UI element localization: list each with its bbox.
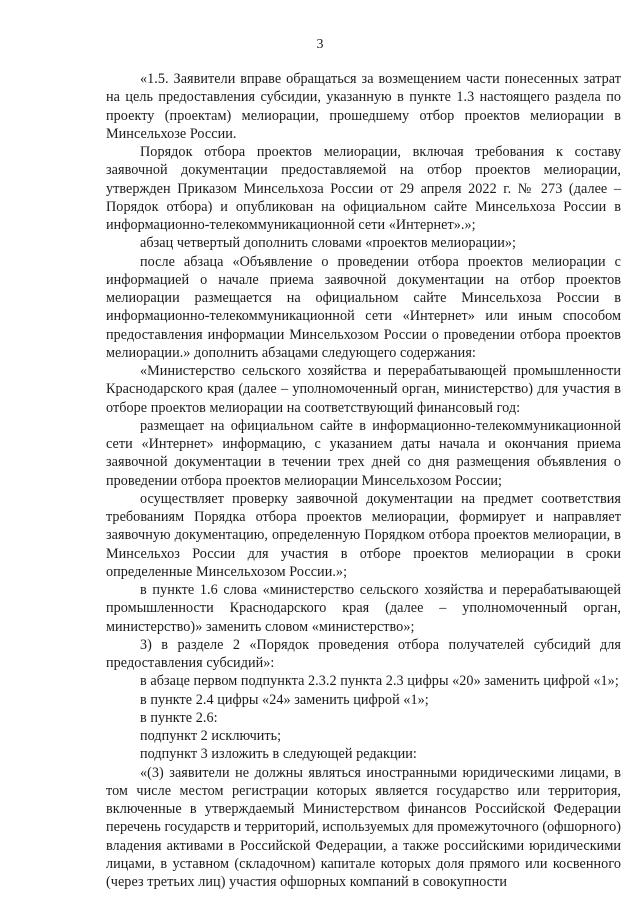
paragraph-selection-procedure: Порядок отбора проектов мелиорации, включая требования к составу заявочной документации предоставляемой на отбор проектов мелиорации, утвержден Приказом Минсельхоза России от 29 апреля 2022 г. № 273 (далее – Порядок отбора) и опубликован на официальном сайте Минсельхоза России в информационно-телекоммуникационной сети «Интернет».»; <box>106 144 621 233</box>
paragraph-section-2: 3) в разделе 2 «Порядок проведения отбора получателей субсидий для предоставления субсидий»: <box>106 636 621 671</box>
paragraph-after-announcement: после абзаца «Объявление о проведении отбора проектов мелиорации с информацией о начале приема заявочной документации на отбор проектов мелиорации размещается на официальном сайте Минсельхоза России в информационно-телекоммуникационной сети «Интернет» или иным способом предоставления информации Минсельхозом России о проведении отбора проектов мелиорации.» дополнить абзацами следующего содержания: <box>106 253 621 361</box>
paragraph-subclause-3-text: «(3) заявители не должны являться иностранными юридическими лицами, в том числе местом регистрации которых является государство или территория, включенные в утверждаемый Министерством финансов Российской Федерации перечень государств и территорий, используемых для промежуточного (офшорного) владения активами в Российской Федерации, а также российскими юридическими лицами, в уставном (складочном) капитале которых доля прямого или косвенного (через третьих лиц) участия офшорных компаний в совокупности <box>106 764 621 890</box>
paragraph-clause-1-6: в пункте 1.6 слова «министерство сельского хозяйства и перерабатывающей промышленности Краснодарского края (далее – уполномоченный орган, министерство)» заменить словом «министерство»; <box>106 582 621 635</box>
document-body <box>106 70 621 891</box>
paragraph-1-5: «1.5. Заявители вправе обращаться за возмещением части понесенных затрат на цель предоставления субсидии, указанную в пункте 1.3 настоящего раздела по проекту (проектам) мелиорации, прошедшему отбор проектов мелиорации в Минсельхозе России. <box>106 71 621 142</box>
paragraph-verifies: осуществляет проверку заявочной документации на предмет соответствия требованиям Порядка отбора проектов мелиорации, формирует и направляет заявочную документацию, определенную Порядком отбора проектов мелиорации, в Минсельхоз России для участия в отборе проектов мелиорации в сроки определенные Минсельхозом России.»; <box>106 490 621 580</box>
paragraph-fourth-addition: абзац четвертый дополнить словами «проектов мелиорации»; <box>140 235 517 252</box>
paragraph-subclause-2-3-2: в абзаце первом подпункта 2.3.2 пункта 2.3 цифры «20» заменить цифрой «1»; <box>140 673 619 690</box>
paragraph-ministry: «Министерство сельского хозяйства и перерабатывающей промышленности Краснодарского края (далее – уполномоченный орган, министерство) для участия в отборе проектов мелиорации на соответствующий финансовый год: <box>106 363 621 416</box>
paragraph-clause-2-4: в пункте 2.4 цифры «24» заменить цифрой «1»; <box>140 691 429 708</box>
paragraph-clause-2-6: в пункте 2.6: <box>140 709 218 726</box>
paragraph-subclause-3-restate: подпункт 3 изложить в следующей редакции: <box>140 746 417 763</box>
page-number: 3 <box>316 37 324 52</box>
paragraph-publishes: размещает на официальном сайте в информационно-телекоммуникационной сети «Интернет» информацию, с указанием даты начала и окончания приема заявочной документации в течении трех дней со дня размещения объявления о проведении отбора проектов мелиорации Минсельхозом России; <box>106 417 621 489</box>
paragraph-subclause-2-delete: подпункт 2 исключить; <box>140 728 282 744</box>
